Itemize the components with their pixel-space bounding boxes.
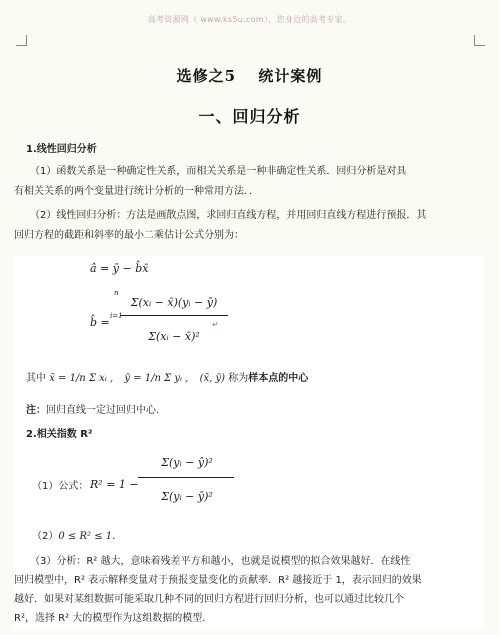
paragraph-relationship xyxy=(14,162,486,202)
center-suffix: 称为 xyxy=(228,373,249,384)
slope-formula-lhs: b̂ = xyxy=(90,316,110,329)
y-mean-formula: ȳ = 1/n Σ yᵢ , xyxy=(124,373,189,384)
sum-lower-limit: i=1 xyxy=(110,312,123,320)
r2-formula-label: （1）公式： xyxy=(32,481,89,492)
r2-formula-denominator: Σ(yᵢ − ȳ)² xyxy=(161,490,213,503)
formula-box xyxy=(14,256,484,629)
r2-range: 0 ≤ R² ≤ 1. xyxy=(58,531,116,542)
r2-formula-numerator: Σ(yᵢ − ŷ)² xyxy=(161,456,213,469)
section-heading: 一、回归分析 xyxy=(198,107,301,126)
return-mark: ↵ xyxy=(212,320,219,329)
analysis-line: R²，选择 R² 大的模型作为这组数据的模型． xyxy=(14,613,213,624)
analysis-line: （3）分析：R² 越大，意味着残差平方和越小，也就是说模型的拟合效果越好．在线性 xyxy=(30,556,411,567)
paragraph-line: （2）线性回归分析：方法是画散点图，求回归直线方程，并用回归直线方程进行预报．其 xyxy=(30,210,427,221)
subheading-r-squared: 2.相关指数 R² xyxy=(26,429,93,440)
sample-center-line xyxy=(26,370,308,388)
intercept-formula: â = ȳ − b̂x̄ xyxy=(90,262,149,275)
paragraph-line: （1）函数关系是一种确定性关系，而相关关系是一种非确定性关系．回归分析是对具 xyxy=(30,166,407,177)
note-text: 回归直线一定过回归中心. xyxy=(46,405,160,416)
paragraph-linear-regression xyxy=(14,206,486,246)
center-prefix: 其中 xyxy=(26,373,46,384)
analysis-line: 回归模型中，R² 表示解释变量对于预报变量变化的贡献率．R² 越接近于 1，表示回归的效果 xyxy=(14,575,422,586)
sample-center-term: 样本点的中心 xyxy=(248,373,309,384)
x-mean-formula: x̄ = 1/n Σ xᵢ , xyxy=(49,373,114,384)
analysis-paragraph xyxy=(14,552,484,628)
note-label: 注： xyxy=(26,405,46,416)
slope-formula-numerator: Σ(xᵢ − x̄)(yᵢ − ȳ) xyxy=(130,296,218,309)
paragraph-line: 回归方程的截距和斜率的最小二乘估计公式分别为： xyxy=(14,230,244,241)
note-line xyxy=(26,402,159,420)
r2-range-label: （2） xyxy=(32,531,59,542)
slope-formula-denominator: Σ(xᵢ − x̄)² xyxy=(148,330,200,343)
crop-mark-left xyxy=(16,35,27,46)
paragraph-line: 有相关关系的两个变量进行统计分析的一种常用方法．． xyxy=(14,186,259,197)
page-header: 高考资源网（ www.ks5u.com），您身边的高考专家。 xyxy=(147,15,352,24)
crop-mark-right xyxy=(474,35,485,46)
subheading-linear-regression: 1.线性回归分析 xyxy=(26,144,97,155)
fraction-bar xyxy=(120,315,228,316)
r2-range-line xyxy=(32,528,115,546)
fraction-bar xyxy=(138,477,234,478)
r2-formula-lhs: R² = 1 − xyxy=(90,478,139,491)
sum-upper-limit: n xyxy=(114,289,119,297)
center-pair: (x̄, ȳ) xyxy=(199,373,226,384)
analysis-line: 越好．如果对某组数据可能采取几种不同的回归方程进行回归分析，也可以通过比较几个 xyxy=(14,594,404,605)
document-title: 选修之5 统计案例 xyxy=(176,67,323,85)
